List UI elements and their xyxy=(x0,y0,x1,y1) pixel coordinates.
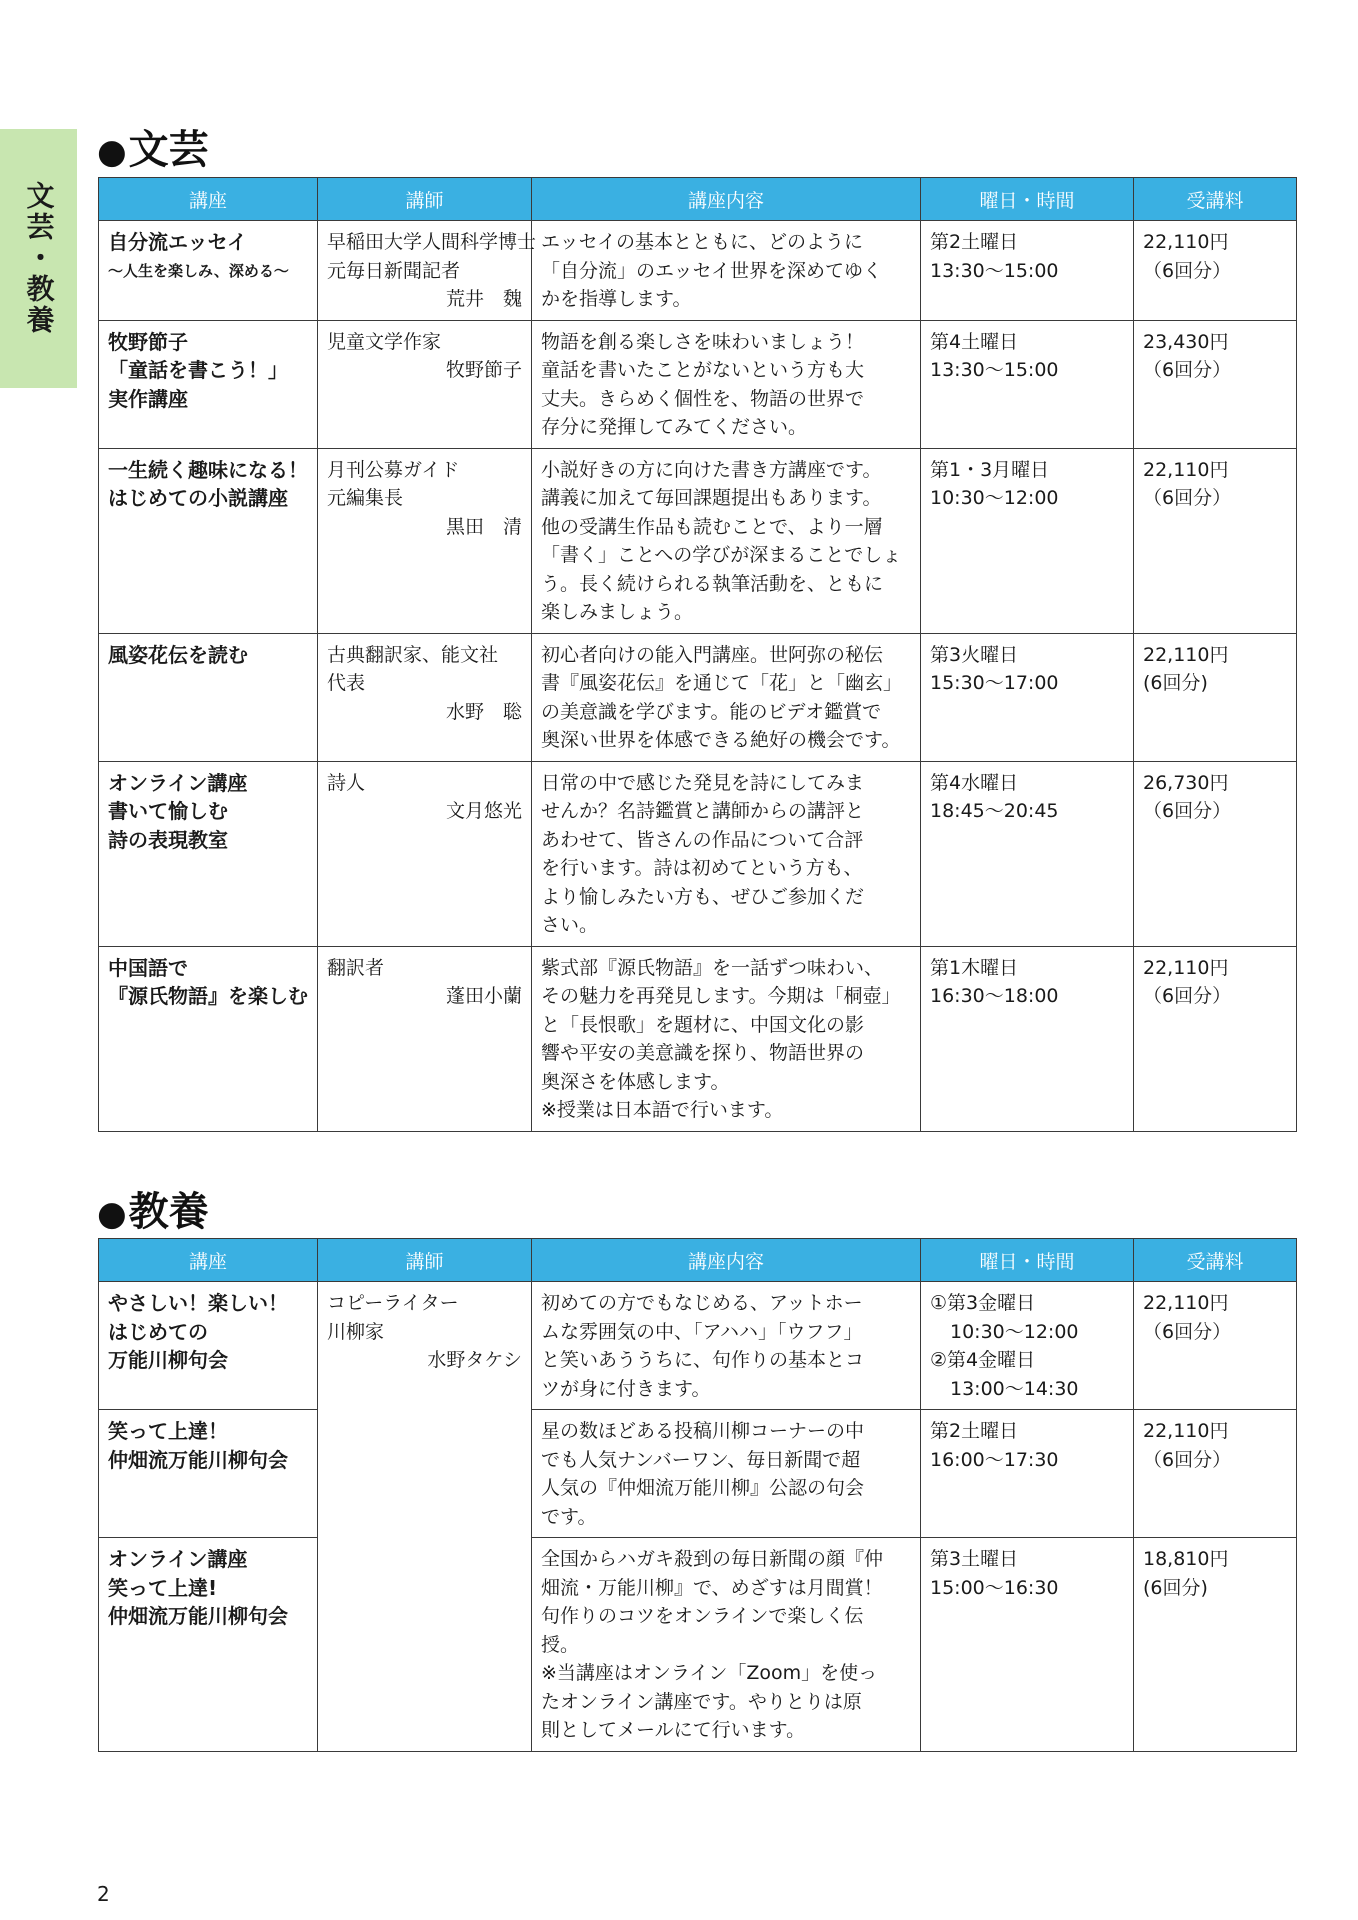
course-name-cell: 自分流エッセイ ～人生を楽しみ、深める～ xyxy=(99,221,318,321)
course-name-cell: 牧野節子 「童話を書こう！」 実作講座 xyxy=(99,320,318,448)
instructor-cell: 詩人 文月悠光 xyxy=(318,761,532,946)
section-title-bungei xyxy=(97,126,209,176)
course-name-cell: オンライン講座 笑って上達! 仲畑流万能川柳句会 xyxy=(99,1538,318,1752)
fee-cell: 18,810円 (6回分) xyxy=(1134,1538,1297,1752)
section-title-kyoyo xyxy=(97,1188,209,1238)
fee-cell: 22,110円 (6回分) xyxy=(1134,633,1297,761)
schedule-cell: 第2土曜日 16:00～17:30 xyxy=(921,1410,1134,1538)
content-cell: 日常の中で感じた発見を詩にしてみま せんか？名詩鑑賞と講師からの講評と あわせて、皆さんの作品について合評 を行います。詩は初めてという方も、 より愉しみたい方も、ぜひご参加くだ さい。 xyxy=(532,761,921,946)
category-side-tab-label: 文芸・教養 xyxy=(22,181,56,336)
bullet-icon: ● xyxy=(97,1194,127,1234)
bungei-course-table xyxy=(98,177,1297,1132)
table-header-row xyxy=(99,178,1297,221)
content-cell: 紫式部『源氏物語』を一話ずつ味わい、 その魅力を再発見します。今期は「桐壺」 と「長恨歌」を題材に、中国文化の影 響や平安の美意識を探り、物語世界の 奥深さを体感します。 ※授業は日本語で行います。 xyxy=(532,946,921,1131)
schedule-cell: 第4水曜日 18:45～20:45 xyxy=(921,761,1134,946)
course-name-cell: 一生続く趣味になる！ はじめての小説講座 xyxy=(99,448,318,633)
table-row xyxy=(99,320,1297,448)
content-cell: 物語を創る楽しさを味わいましょう！ 童話を書いたことがないという方も大 丈夫。きらめく個性を、物語の世界で 存分に発揮してみてください。 xyxy=(532,320,921,448)
table-row xyxy=(99,761,1297,946)
bullet-icon: ● xyxy=(97,132,127,172)
instructor-cell: コピーライター 川柳家 水野タケシ xyxy=(318,1282,532,1752)
header-instructor: 講師 xyxy=(318,178,532,221)
instructor-cell: 月刊公募ガイド 元編集長 黒田 清 xyxy=(318,448,532,633)
content-cell: 初心者向けの能入門講座。世阿弥の秘伝 書『風姿花伝』を通じて「花」と「幽玄」 の美意識を学びます。能のビデオ鑑賞で 奥深い世界を体感できる絶好の機会です。 xyxy=(532,633,921,761)
section-title-kyoyo-text: 教養 xyxy=(128,1189,209,1235)
header-course: 講座 xyxy=(99,178,318,221)
header-fee: 受講料 xyxy=(1134,1239,1297,1282)
fee-cell: 22,110円 （6回分） xyxy=(1134,1282,1297,1410)
instructor-name: 荒井 魏 xyxy=(445,288,522,310)
table-header-row xyxy=(99,1239,1297,1282)
fee-cell: 26,730円 （6回分） xyxy=(1134,761,1297,946)
header-schedule: 曜日・時間 xyxy=(921,178,1134,221)
instructor-name: 蓬田小蘭 xyxy=(445,985,522,1007)
instructor-cell: 児童文学作家 牧野節子 xyxy=(318,320,532,448)
table-row xyxy=(99,221,1297,321)
table-row xyxy=(99,1282,1297,1410)
header-fee: 受講料 xyxy=(1134,178,1297,221)
course-name-cell: オンライン講座 書いて愉しむ 詩の表現教室 xyxy=(99,761,318,946)
instructor-name: 水野 聡 xyxy=(445,700,522,723)
schedule-cell: 第1木曜日 16:30～18:00 xyxy=(921,946,1134,1131)
header-instructor: 講師 xyxy=(318,1239,532,1282)
table-row xyxy=(99,1410,1297,1538)
schedule-cell: 第3土曜日 15:00～16:30 xyxy=(921,1538,1134,1752)
table-row xyxy=(99,633,1297,761)
fee-cell: 22,110円 （6回分） xyxy=(1134,1410,1297,1538)
content-cell: 全国からハガキ殺到の毎日新聞の顔『仲 畑流・万能川柳』で、めざすは月間賞！ 句作りのコツをオンラインで楽しく伝 授。 ※当講座はオンライン「Zoom」を使っ たオンライン講座です。やりとりは原 則としてメールにて行います。 xyxy=(532,1538,921,1752)
content-cell: 初めての方でもなじめる、アットホー ムな雰囲気の中、「アハハ」「ウフフ」 と笑いあううちに、句作りの基本とコ ツが身に付きます。 xyxy=(532,1282,921,1410)
table-row xyxy=(99,946,1297,1131)
fee-cell: 23,430円 （6回分） xyxy=(1134,320,1297,448)
course-name-cell: 笑って上達！ 仲畑流万能川柳句会 xyxy=(99,1410,318,1538)
instructor-cell: 古典翻訳家、能文社 代表 水野 聡 xyxy=(318,633,532,761)
instructor-cell: 早稲田大学人間科学博士 元毎日新聞記者 荒井 魏 xyxy=(318,221,532,321)
schedule-cell: 第4土曜日 13:30～15:00 xyxy=(921,320,1134,448)
kyoyo-course-table xyxy=(98,1238,1297,1752)
instructor-name: 文月悠光 xyxy=(445,800,522,822)
course-name-cell: やさしい！楽しい！ はじめての 万能川柳句会 xyxy=(99,1282,318,1410)
course-name-cell: 風姿花伝を読む xyxy=(99,633,318,761)
instructor-name: 黒田 清 xyxy=(445,515,522,538)
category-side-tab xyxy=(0,129,77,388)
content-cell: 小説好きの方に向けた書き方講座です。 講義に加えて毎回課題提出もあります。 他の受講生作品も読むことで、より一層 「書く」ことへの学びが深まることでしょ う。長く続けられる執筆活動を、ともに 楽しみましょう。 xyxy=(532,448,921,633)
schedule-cell: 第2土曜日 13:30～15:00 xyxy=(921,221,1134,321)
instructor-cell: 翻訳者 蓬田小蘭 xyxy=(318,946,532,1131)
header-course: 講座 xyxy=(99,1239,318,1282)
table-row xyxy=(99,448,1297,633)
schedule-cell: ①第3金曜日 10:30～12:00 ②第4金曜日 13:00～14:30 xyxy=(921,1282,1134,1410)
page-number: 2 xyxy=(97,1882,110,1906)
table-row xyxy=(99,1538,1297,1752)
content-cell: 星の数ほどある投稿川柳コーナーの中 でも人気ナンバーワン、毎日新聞で超 人気の『仲畑流万能川柳』公認の句会 です。 xyxy=(532,1410,921,1538)
header-content: 講座内容 xyxy=(532,1239,921,1282)
header-content: 講座内容 xyxy=(532,178,921,221)
schedule-cell: 第1・3月曜日 10:30～12:00 xyxy=(921,448,1134,633)
schedule-cell: 第3火曜日 15:30～17:00 xyxy=(921,633,1134,761)
instructor-name: 牧野節子 xyxy=(445,359,522,381)
section-title-bungei-text: 文芸 xyxy=(128,127,209,173)
header-schedule: 曜日・時間 xyxy=(921,1239,1134,1282)
course-name-cell: 中国語で 『源氏物語』を楽しむ xyxy=(99,946,318,1131)
fee-cell: 22,110円 （6回分） xyxy=(1134,448,1297,633)
fee-cell: 22,110円 （6回分） xyxy=(1134,221,1297,321)
fee-cell: 22,110円 （6回分） xyxy=(1134,946,1297,1131)
content-cell: エッセイの基本とともに、どのように 「自分流」のエッセイ世界を深めてゆく かを指導します。 xyxy=(532,221,921,321)
instructor-name: 水野タケシ xyxy=(427,1349,522,1371)
